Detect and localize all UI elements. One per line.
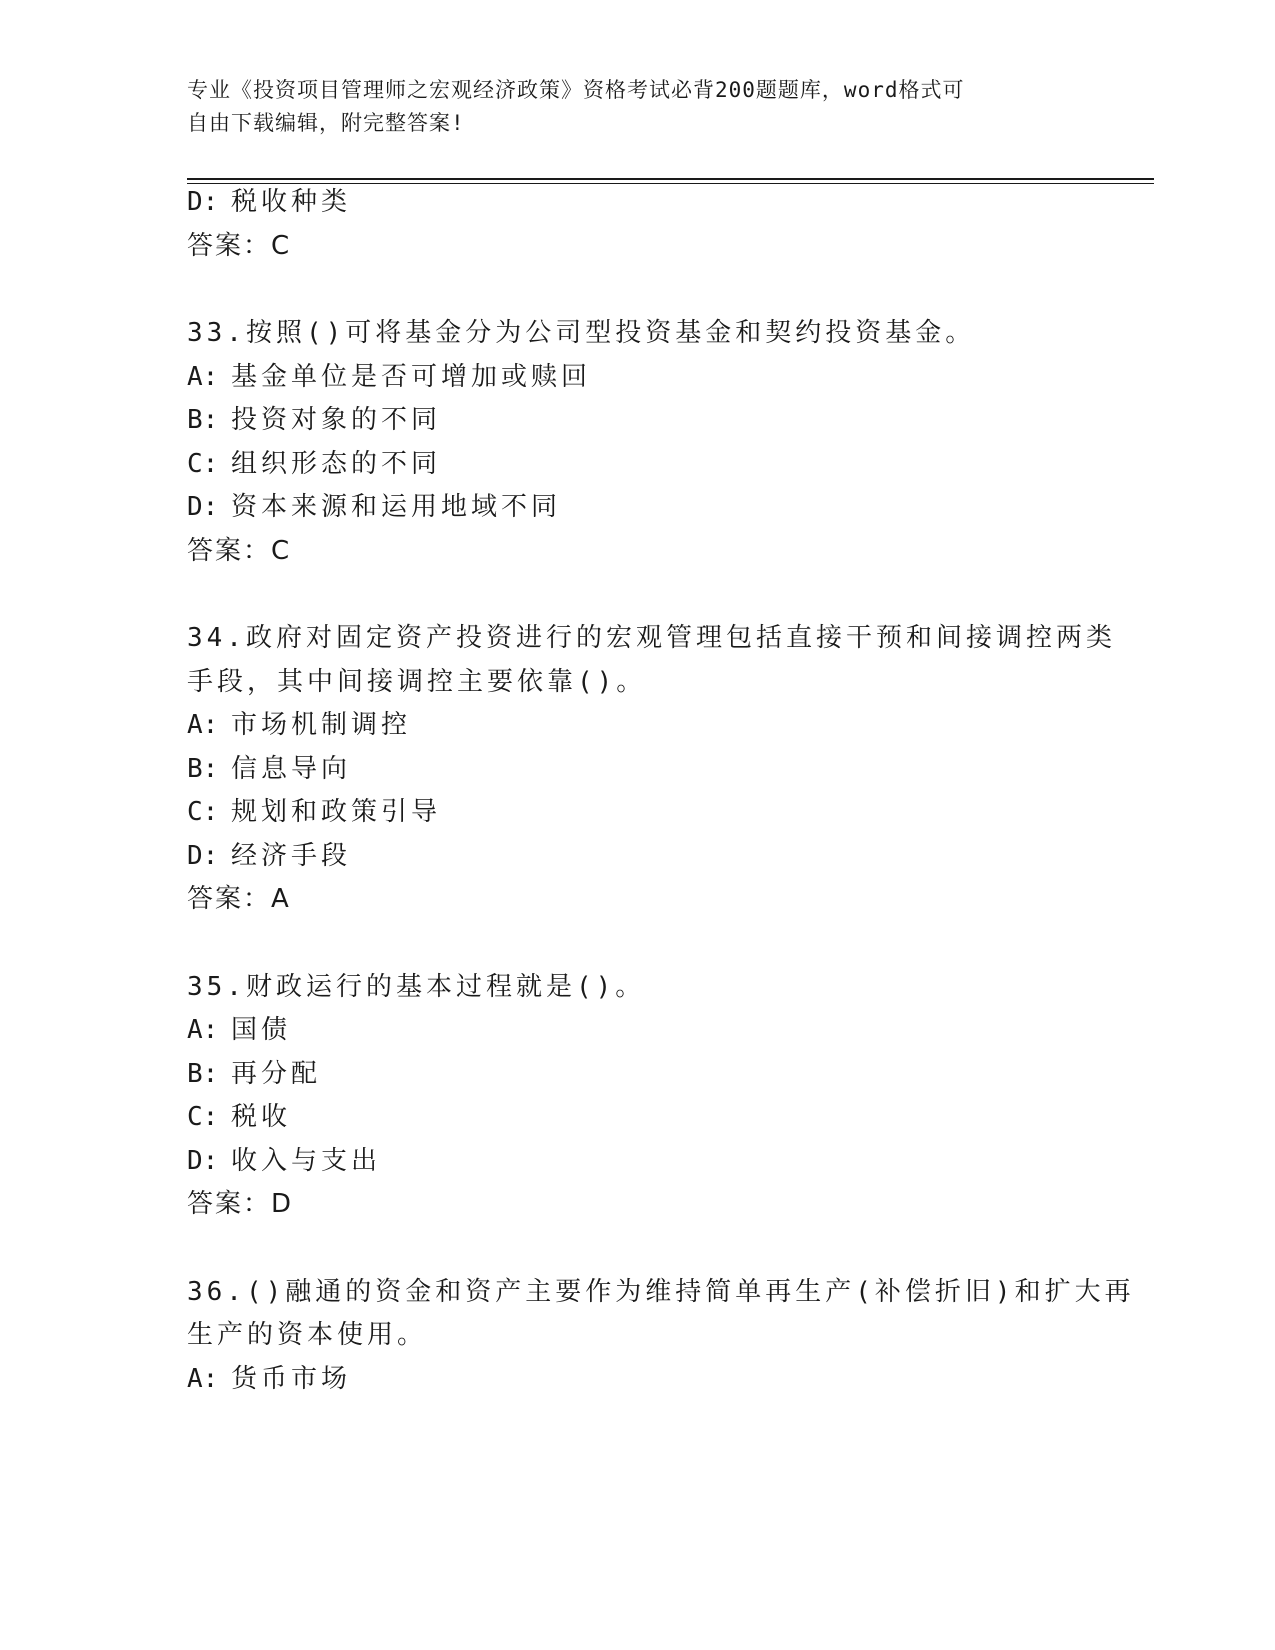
option-text: 国债 bbox=[231, 1015, 292, 1045]
answer-line: 答案：C bbox=[187, 231, 292, 261]
header-line-2: 自由下载编辑，附完整答案! bbox=[187, 111, 465, 135]
option-text: 经济手段 bbox=[231, 841, 352, 871]
option-label: B: bbox=[187, 1059, 219, 1089]
option-label: B: bbox=[187, 754, 219, 784]
option-text: 再分配 bbox=[231, 1059, 322, 1089]
answer-line: 答案：C bbox=[187, 536, 292, 566]
question-stem-continued: 生产的资本使用。 bbox=[187, 1320, 428, 1350]
option-text: 基金单位是否可增加或赎回 bbox=[231, 362, 592, 392]
option-row bbox=[187, 795, 441, 829]
question-stem: 36.()融通的资金和资产主要作为维持简单再生产(补偿折旧)和扩大再 bbox=[187, 1277, 1135, 1307]
option-text: 税收 bbox=[231, 1102, 292, 1132]
option-text: 货币市场 bbox=[231, 1364, 352, 1394]
option-row bbox=[187, 839, 351, 873]
option-label: A: bbox=[187, 362, 219, 392]
document-header bbox=[187, 74, 1087, 140]
option-text: 收入与支出 bbox=[231, 1146, 382, 1176]
header-divider-thin bbox=[187, 183, 1154, 184]
option-text: 资本来源和运用地域不同 bbox=[231, 492, 562, 522]
option-text: 规划和政策引导 bbox=[231, 797, 442, 827]
option-label: C: bbox=[187, 797, 219, 827]
option-row bbox=[187, 1362, 351, 1396]
option-label: C: bbox=[187, 449, 219, 479]
option-row bbox=[187, 185, 351, 219]
option-text: 投资对象的不同 bbox=[231, 405, 442, 435]
question-stem: 33.按照()可将基金分为公司型投资基金和契约投资基金。 bbox=[187, 318, 976, 348]
answer-line: 答案：D bbox=[187, 1189, 294, 1219]
option-row bbox=[187, 1100, 291, 1134]
option-label: D: bbox=[187, 1146, 219, 1176]
option-label: D: bbox=[187, 187, 219, 217]
option-row bbox=[187, 490, 561, 524]
option-label: D: bbox=[187, 492, 219, 522]
option-text: 市场机制调控 bbox=[231, 710, 412, 740]
option-label: A: bbox=[187, 1015, 219, 1045]
option-label: C: bbox=[187, 1102, 219, 1132]
option-text: 组织形态的不同 bbox=[231, 449, 442, 479]
option-label: D: bbox=[187, 841, 219, 871]
question-stem: 34.政府对固定资产投资进行的宏观管理包括直接干预和间接调控两类 bbox=[187, 623, 1116, 653]
question-stem-continued: 手段，其中间接调控主要依靠()。 bbox=[187, 667, 647, 697]
question-stem: 35.财政运行的基本过程就是()。 bbox=[187, 972, 646, 1002]
option-row bbox=[187, 360, 591, 394]
option-row bbox=[187, 1144, 381, 1178]
header-line-1: 专业《投资项目管理师之宏观经济政策》资格考试必背200题题库，word格式可 bbox=[187, 78, 965, 102]
option-row bbox=[187, 403, 441, 437]
header-divider bbox=[187, 178, 1154, 180]
option-row bbox=[187, 1013, 291, 1047]
option-row bbox=[187, 708, 411, 742]
option-row bbox=[187, 447, 441, 481]
option-row bbox=[187, 752, 351, 786]
option-label: B: bbox=[187, 405, 219, 435]
option-text: 信息导向 bbox=[231, 754, 352, 784]
option-label: A: bbox=[187, 710, 219, 740]
option-label: A: bbox=[187, 1364, 219, 1394]
answer-line: 答案：A bbox=[187, 884, 291, 914]
option-row bbox=[187, 1057, 321, 1091]
option-text: 税收种类 bbox=[231, 187, 352, 217]
